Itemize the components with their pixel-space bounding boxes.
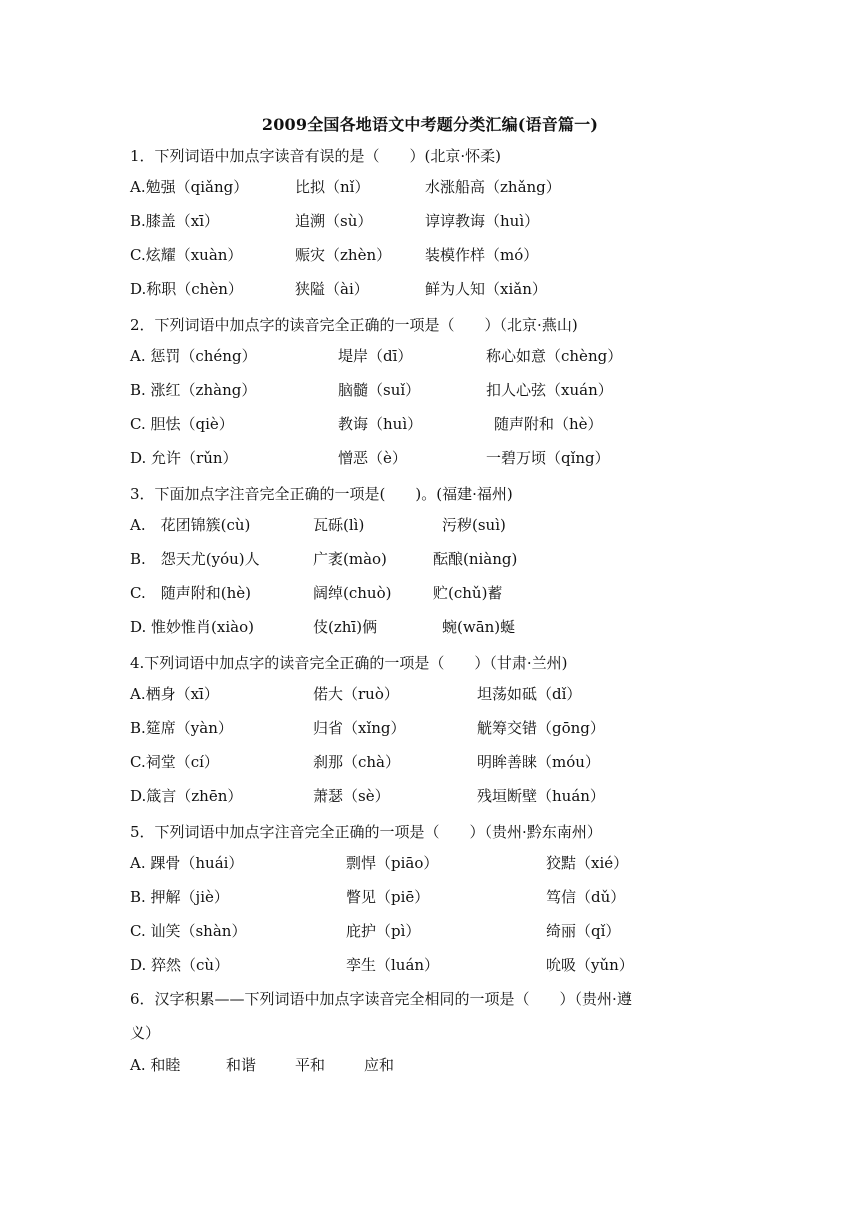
- q4-option-a-1: A.栖身（xī）: [130, 685, 219, 703]
- question-3-stem: 3．下面加点字注音完全正确的一项是( )。(福建·福州): [130, 485, 513, 503]
- q2-option-a-3: 称心如意（chèng）: [486, 347, 623, 365]
- q4-option-d-1: D.箴言（zhēn）: [130, 787, 243, 805]
- q5-option-a-2: 剽悍（piāo）: [346, 854, 439, 872]
- q3-option-c-3: 贮(chǔ)蓄: [433, 584, 503, 602]
- q4-option-c-2: 刹那（chà）: [313, 753, 401, 771]
- q1-option-d-3: 鲜为人知（xiǎn）: [425, 280, 547, 298]
- q4-option-b-1: B.筵席（yàn）: [130, 719, 233, 737]
- q3-option-d-3: 蜿(wān)蜒: [442, 618, 516, 636]
- q5-option-b-2: 瞥见（piē）: [346, 888, 430, 906]
- question-4-stem: 4.下列词语中加点字的读音完全正确的一项是（ ）（甘肃·兰州): [130, 654, 568, 672]
- q3-option-b-2: 广袤(mào): [313, 550, 387, 568]
- q5-option-b-3: 笃信（dǔ）: [546, 888, 626, 906]
- question-2-stem: 2．下列词语中加点字的读音完全正确的一项是（ ）（北京·燕山): [130, 316, 578, 334]
- q1-option-b-3: 谆谆教诲（huì）: [425, 212, 540, 230]
- question-6-stem-line-1: 6．汉字积累——下列词语中加点字读音完全相同的一项是（ ）（贵州·遵: [130, 990, 632, 1008]
- q5-option-c-3: 绮丽（qǐ）: [546, 922, 621, 940]
- q5-option-a-1: A. 踝骨（huái）: [130, 854, 244, 872]
- q3-option-d-1: D. 惟妙惟肖(xiào): [130, 618, 254, 636]
- q5-option-d-2: 孪生（luán）: [346, 956, 440, 974]
- q2-option-d-1: D. 允许（rǔn）: [130, 449, 238, 467]
- q3-option-a-1: A. 花团锦簇(cù): [130, 516, 251, 534]
- q1-option-d-2: 狭隘（ài）: [295, 280, 369, 298]
- q2-option-d-3: 一碧万顷（qǐng）: [486, 449, 610, 467]
- q2-option-a-1: A. 惩罚（chéng）: [130, 347, 257, 365]
- q4-option-b-3: 觥筹交错（gōng）: [477, 719, 605, 737]
- q2-option-b-2: 脑髓（suǐ）: [338, 381, 421, 399]
- question-5-stem: 5．下列词语中加点字注音完全正确的一项是（ ）（贵州·黔东南州）: [130, 823, 602, 841]
- q1-option-a-1: A.勉强（qiǎng）: [130, 178, 249, 196]
- q1-option-c-2: 赈灾（zhèn）: [295, 246, 392, 264]
- q4-option-a-3: 坦荡如砥（dǐ）: [477, 685, 582, 703]
- q6-option-a-3: 平和: [295, 1056, 326, 1074]
- q6-option-a-1: A. 和睦: [130, 1056, 181, 1074]
- question-6-stem-line-2: 义）: [130, 1024, 161, 1042]
- q3-option-c-2: 阔绰(chuò): [313, 584, 392, 602]
- q3-option-d-2: 伎(zhī)俩: [313, 618, 378, 636]
- q1-option-d-1: D.称职（chèn）: [130, 280, 243, 298]
- q3-option-a-3: 污秽(suì): [442, 516, 506, 534]
- q2-option-b-3: 扣人心弦（xuán）: [486, 381, 613, 399]
- q5-option-a-3: 狡黠（xié）: [546, 854, 629, 872]
- q2-option-c-3: 随声附和（hè）: [494, 415, 603, 433]
- q3-option-b-1: B. 怨天尤(yóu)人: [130, 550, 260, 568]
- q2-option-c-2: 教诲（huì）: [338, 415, 423, 433]
- q6-option-a-4: 应和: [364, 1056, 395, 1074]
- q4-option-a-2: 偌大（ruò）: [313, 685, 399, 703]
- q1-option-b-2: 追溯（sù）: [295, 212, 373, 230]
- q2-option-a-2: 堤岸（dī）: [338, 347, 413, 365]
- q5-option-d-3: 吮吸（yǔn）: [546, 956, 634, 974]
- q1-option-c-1: C.炫耀（xuàn）: [130, 246, 243, 264]
- q4-option-b-2: 归省（xǐng）: [313, 719, 406, 737]
- q4-option-c-1: C.祠堂（cí）: [130, 753, 219, 771]
- q3-option-a-2: 瓦砾(lì): [313, 516, 365, 534]
- q3-option-b-3: 酝酿(niàng): [433, 550, 518, 568]
- q4-option-d-2: 萧瑟（sè）: [313, 787, 390, 805]
- q5-option-c-2: 庇护（pì）: [346, 922, 421, 940]
- q2-option-b-1: B. 涨红（zhàng）: [130, 381, 257, 399]
- q3-option-c-1: C. 随声附和(hè): [130, 584, 251, 602]
- q5-option-b-1: B. 押解（jiè）: [130, 888, 229, 906]
- q6-option-a-2: 和谐: [226, 1056, 257, 1074]
- q1-option-c-3: 装模作样（mó）: [425, 246, 539, 264]
- q2-option-c-1: C. 胆怯（qiè）: [130, 415, 234, 433]
- q4-option-d-3: 残垣断壁（huán）: [477, 787, 605, 805]
- q1-option-b-1: B.膝盖（xī）: [130, 212, 220, 230]
- q1-option-a-3: 水涨船高（zhǎng）: [425, 178, 561, 196]
- q1-option-a-2: 比拟（nǐ）: [295, 178, 370, 196]
- q5-option-c-1: C. 讪笑（shàn）: [130, 922, 247, 940]
- page-title: 2009全国各地语文中考题分类汇编(语音篇一): [261, 115, 599, 134]
- question-1-stem: 1．下列词语中加点字读音有误的是（ ）(北京·怀柔): [130, 147, 502, 165]
- q2-option-d-2: 憎恶（è）: [338, 449, 407, 467]
- q5-option-d-1: D. 猝然（cù）: [130, 956, 230, 974]
- q4-option-c-3: 明眸善睐（móu）: [477, 753, 600, 771]
